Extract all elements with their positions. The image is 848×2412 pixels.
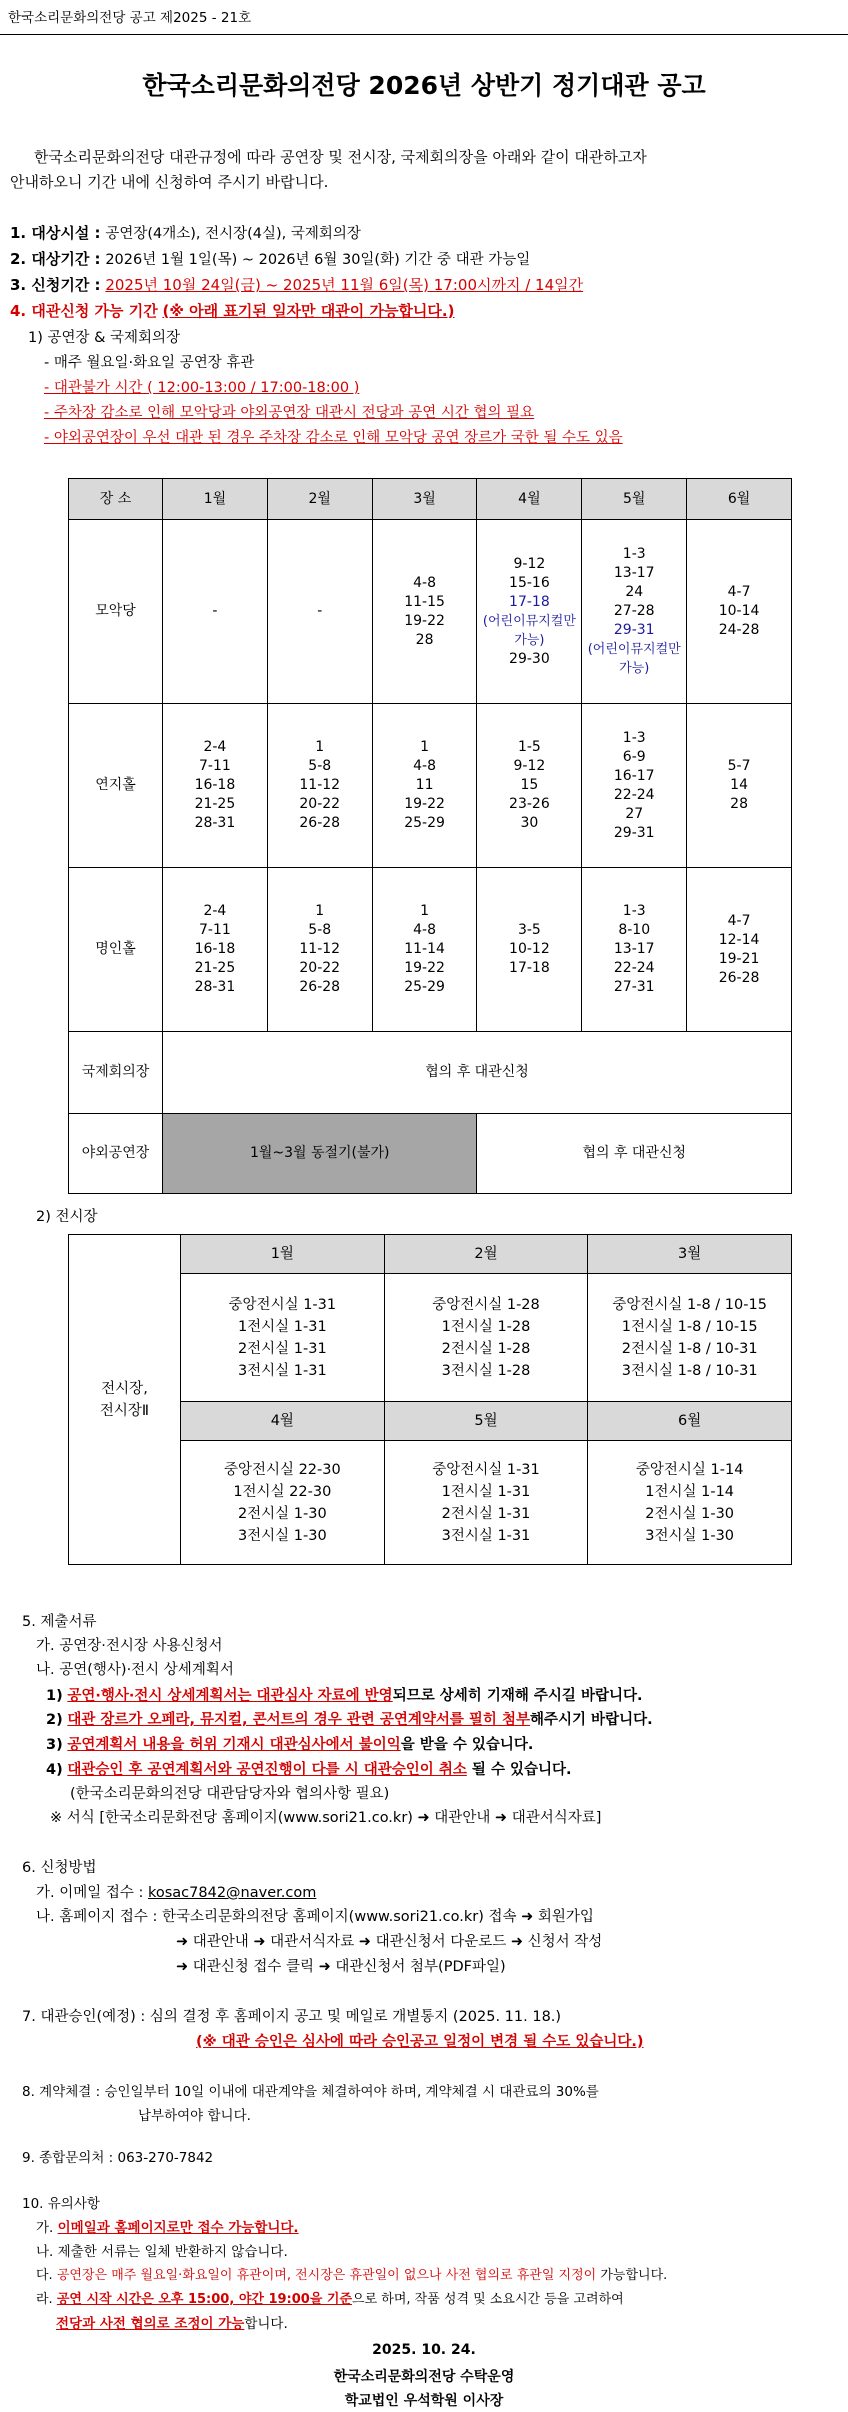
page-title: 한국소리문화의전당 2026년 상반기 정기대관 공고	[142, 71, 706, 100]
table-cell: 4-7 12-14 19-21 26-28	[687, 868, 792, 1032]
sub2-title: 2) 전시장	[36, 1209, 98, 1225]
intro-line-2: 안내하오니 기간 내에 신청하여 주시기 바랍니다.	[10, 173, 329, 191]
table-header-month: 2월	[384, 1235, 588, 1274]
table-cell: 1-5 9-12 15 23-26 30	[477, 704, 582, 868]
exhibition-row-label: 전시장, 전시장Ⅱ	[69, 1235, 181, 1565]
table-cell: 9-12 15-16 17-18 (어린이뮤지컬만 가능) 29-30	[477, 520, 582, 704]
s6-email-row: 가. 이메일 접수 : kosac7842@naver.com	[36, 1885, 317, 1901]
table-header-month: 6월	[588, 1402, 792, 1441]
table-cell: 중앙전시실 1-8 / 10-15 1전시실 1-8 / 10-15 2전시실 1-8 / 10-31 3전시실 1-8 / 10-31	[588, 1274, 792, 1402]
web-steps-3: ➜ 대관신청 접수 클릭 ➜ 대관신청서 첨부(PDF파일)	[176, 1959, 506, 1975]
table-cell: 1 5-8 11-12 20-22 26-28	[267, 868, 372, 1032]
s10-na: 나. 제출한 서류는 일체 반환하지 않습니다.	[36, 2244, 288, 2260]
table-header-month: 2월	[267, 479, 372, 520]
table-cell: 4-7 10-14 24-28	[687, 520, 792, 704]
s5-ga: 가. 공연장·전시장 사용신청서	[36, 1638, 223, 1654]
s10-ra-cont: 전당과 사전 협의로 조정이 가능합니다.	[56, 2316, 288, 2332]
table-header-row	[69, 479, 792, 520]
item-facility	[10, 222, 361, 243]
web-steps-1: 한국소리문화의전당 홈페이지(www.sori21.co.kr) 접속 ➜ 회원가입	[161, 1909, 594, 1925]
footer-org-2: 학교법인 우석학원 이사장	[344, 2393, 504, 2409]
table-header-month: 1월	[163, 479, 268, 520]
table-cell: -	[267, 520, 372, 704]
item-available-note: (※ 아래 표기된 일자만 대관이 가능합니다.)	[162, 302, 455, 320]
email-link[interactable]: kosac7842@naver.com	[147, 1885, 317, 1901]
notice-number: 한국소리문화의전당 공고 제2025 - 21호	[8, 10, 252, 26]
item-application-value: 2025년 10월 24일(금) ~ 2025년 11월 6일(목) 17:00시까지 / 14일간	[105, 276, 584, 294]
web-steps-2: ➜ 대관안내 ➜ 대관서식자료 ➜ 대관신청서 다운로드 ➜ 신청서 작성	[176, 1934, 603, 1950]
s7-line: 7. 대관승인(예정) : 심의 결정 후 홈페이지 공고 및 메일로 개별통지 (2025. 11. 18.)	[22, 2009, 562, 2025]
intro-line-1: 한국소리문화의전당 대관규정에 따라 공연장 및 전시장, 국제회의장을 아래와 같이 대관하고자	[34, 148, 647, 166]
sub1-note-closed: - 매주 월요일·화요일 공연장 휴관	[44, 355, 255, 371]
table-cell: 5-7 14 28	[687, 704, 792, 868]
table-header-month: 3월	[372, 479, 477, 520]
item-available	[10, 300, 454, 321]
sub1-note-parking: - 주차장 감소로 인해 모악당과 야외공연장 대관시 전당과 공연 시간 협의 필요	[44, 405, 535, 421]
s5-title: 5. 제출서류	[22, 1614, 97, 1630]
s10-title: 10. 유의사항	[22, 2196, 100, 2212]
table-cell: -	[163, 520, 268, 704]
table-cell: 중앙전시실 22-30 1전시실 22-30 2전시실 1-30 3전시실 1-30	[181, 1441, 385, 1565]
s10-da: 다. 공연장은 매주 월요일·화요일이 휴관이며, 전시장은 휴관일이 없으나 사전 협의로 휴관일 지정이 가능합니다.	[36, 2268, 668, 2283]
sub1-title: 1) 공연장 & 국제회의장	[28, 330, 181, 346]
item-facility-value: 공연장(4개소), 전시장(4실), 국제회의장	[105, 226, 361, 242]
item-application	[10, 274, 583, 295]
table-cell: 3-5 10-12 17-18	[477, 868, 582, 1032]
footer-org-1: 한국소리문화의전당 수탁운영	[333, 2369, 515, 2385]
table-row	[69, 704, 792, 868]
table-header-month: 6월	[687, 479, 792, 520]
table-header-month: 5월	[582, 479, 687, 520]
table-cell: 중앙전시실 1-14 1전시실 1-14 2전시실 1-30 3전시실 1-30	[588, 1441, 792, 1565]
table-row	[69, 1114, 792, 1194]
item-period-label: 2. 대상기간 :	[10, 250, 101, 268]
s5-point-2: 2) 대관 장르가 오페라, 뮤지컬, 콘서트의 경우 관련 공연계약서를 필히 첨부해주시기 바랍니다.	[46, 1712, 653, 1728]
header-divider	[0, 34, 848, 35]
s8-line-1: 8. 계약체결 : 승인일부터 10일 이내에 대관계약을 체결하여야 하며, 계약체결 시 대관료의 30%를	[22, 2084, 599, 2100]
table-row	[69, 520, 792, 704]
table-cell: 1 4-8 11 19-22 25-29	[372, 704, 477, 868]
table-cell: 1-3 13-17 24 27-28 29-31 (어린이뮤지컬만 가능)	[582, 520, 687, 704]
table-cell: 2-4 7-11 16-18 21-25 28-31	[163, 704, 268, 868]
venue-name: 연지홀	[69, 704, 163, 868]
item-available-label: 4. 대관신청 가능 기간	[10, 302, 158, 320]
item-application-label: 3. 신청기간 :	[10, 276, 101, 294]
table-cell: 4-8 11-15 19-22 28	[372, 520, 477, 704]
table-cell: 중앙전시실 1-31 1전시실 1-31 2전시실 1-31 3전시실 1-31	[181, 1274, 385, 1402]
venue-name: 국제회의장	[69, 1032, 163, 1114]
s6-title: 6. 신청방법	[22, 1860, 97, 1876]
venue-name: 야외공연장	[69, 1114, 163, 1194]
footer-date: 2025. 10. 24.	[372, 2342, 476, 2358]
table-header-month: 5월	[384, 1402, 588, 1441]
table-header-venue: 장 소	[69, 479, 163, 520]
s9-line: 9. 종합문의처 : 063-270-7842	[22, 2150, 214, 2166]
s8-line-2: 납부하여야 합니다.	[138, 2108, 251, 2124]
table-cell: 협의 후 대관신청	[163, 1032, 792, 1114]
table-cell: 1-3 8-10 13-17 22-24 27-31	[582, 868, 687, 1032]
table-cell: 2-4 7-11 16-18 21-25 28-31	[163, 868, 268, 1032]
table-cell: 중앙전시실 1-31 1전시실 1-31 2전시실 1-31 3전시실 1-31	[384, 1441, 588, 1565]
table-cell: 중앙전시실 1-28 1전시실 1-28 2전시실 1-28 3전시실 1-28	[384, 1274, 588, 1402]
item-facility-label: 1. 대상시설 :	[10, 224, 101, 242]
item-period-value: 2026년 1월 1일(목) ~ 2026년 6월 30일(화) 기간 중 대관 가능일	[105, 252, 531, 268]
venue-name: 명인홀	[69, 868, 163, 1032]
table-cell: 1 5-8 11-12 20-22 26-28	[267, 704, 372, 868]
exhibition-schedule-table	[68, 1234, 792, 1565]
s10-ra: 라. 공연 시작 시간은 오후 15:00, 야간 19:00을 기준으로 하며, 작품 성격 및 소요시간 등을 고려하여	[36, 2292, 624, 2307]
table-cell: 1-3 6-9 16-17 22-24 27 29-31	[582, 704, 687, 868]
table-header-month: 3월	[588, 1235, 792, 1274]
table-row	[69, 1032, 792, 1114]
s5-form-note: ※ 서식 [한국소리문화전당 홈페이지(www.sori21.co.kr) ➜ 대관안내 ➜ 대관서식자료]	[50, 1810, 602, 1826]
s7-note: (※ 대관 승인은 심사에 따라 승인공고 일정이 변경 될 수도 있습니다.)	[196, 2034, 644, 2050]
s5-point-1: 1) 공연·행사·전시 상세계획서는 대관심사 자료에 반영되므로 상세히 기재해 주시길 바랍니다.	[46, 1688, 643, 1704]
sub1-note-outdoor: - 야외공연장이 우선 대관 된 경우 주차장 감소로 인해 모악당 공연 장르가 국한 될 수도 있음	[44, 430, 623, 446]
table-header-month: 4월	[477, 479, 582, 520]
s5-point-4-note: (한국소리문화의전당 대관담당자와 협의사항 필요)	[70, 1786, 390, 1802]
s10-ga: 가. 이메일과 홈페이지로만 접수 가능합니다.	[36, 2220, 299, 2236]
table-header-month: 4월	[181, 1402, 385, 1441]
s6-web-row: 나. 홈페이지 접수 : 한국소리문화의전당 홈페이지(www.sori21.co.kr) 접속 ➜ 회원가입	[36, 1909, 594, 1925]
table-cell: 1 4-8 11-14 19-22 25-29	[372, 868, 477, 1032]
s5-na: 나. 공연(행사)·전시 상세계획서	[36, 1662, 234, 1678]
table-header-row	[69, 1235, 792, 1274]
table-cell: 협의 후 대관신청	[477, 1114, 792, 1194]
item-period	[10, 248, 530, 269]
table-header-month: 1월	[181, 1235, 385, 1274]
sub1-note-unavailable: - 대관불가 시간 ( 12:00-13:00 / 17:00-18:00 )	[44, 380, 360, 396]
table-row	[69, 868, 792, 1032]
s5-point-3: 3) 공연계획서 내용을 허위 기재시 대관심사에서 불이익을 받을 수 있습니다.	[46, 1737, 534, 1753]
table-cell-closed: 1월~3월 동절기(불가)	[163, 1114, 477, 1194]
venue-name: 모악당	[69, 520, 163, 704]
venue-schedule-table	[68, 478, 792, 1194]
s5-point-4: 4) 대관승인 후 공연계획서와 공연진행이 다를 시 대관승인이 취소 될 수 있습니다.	[46, 1762, 572, 1778]
